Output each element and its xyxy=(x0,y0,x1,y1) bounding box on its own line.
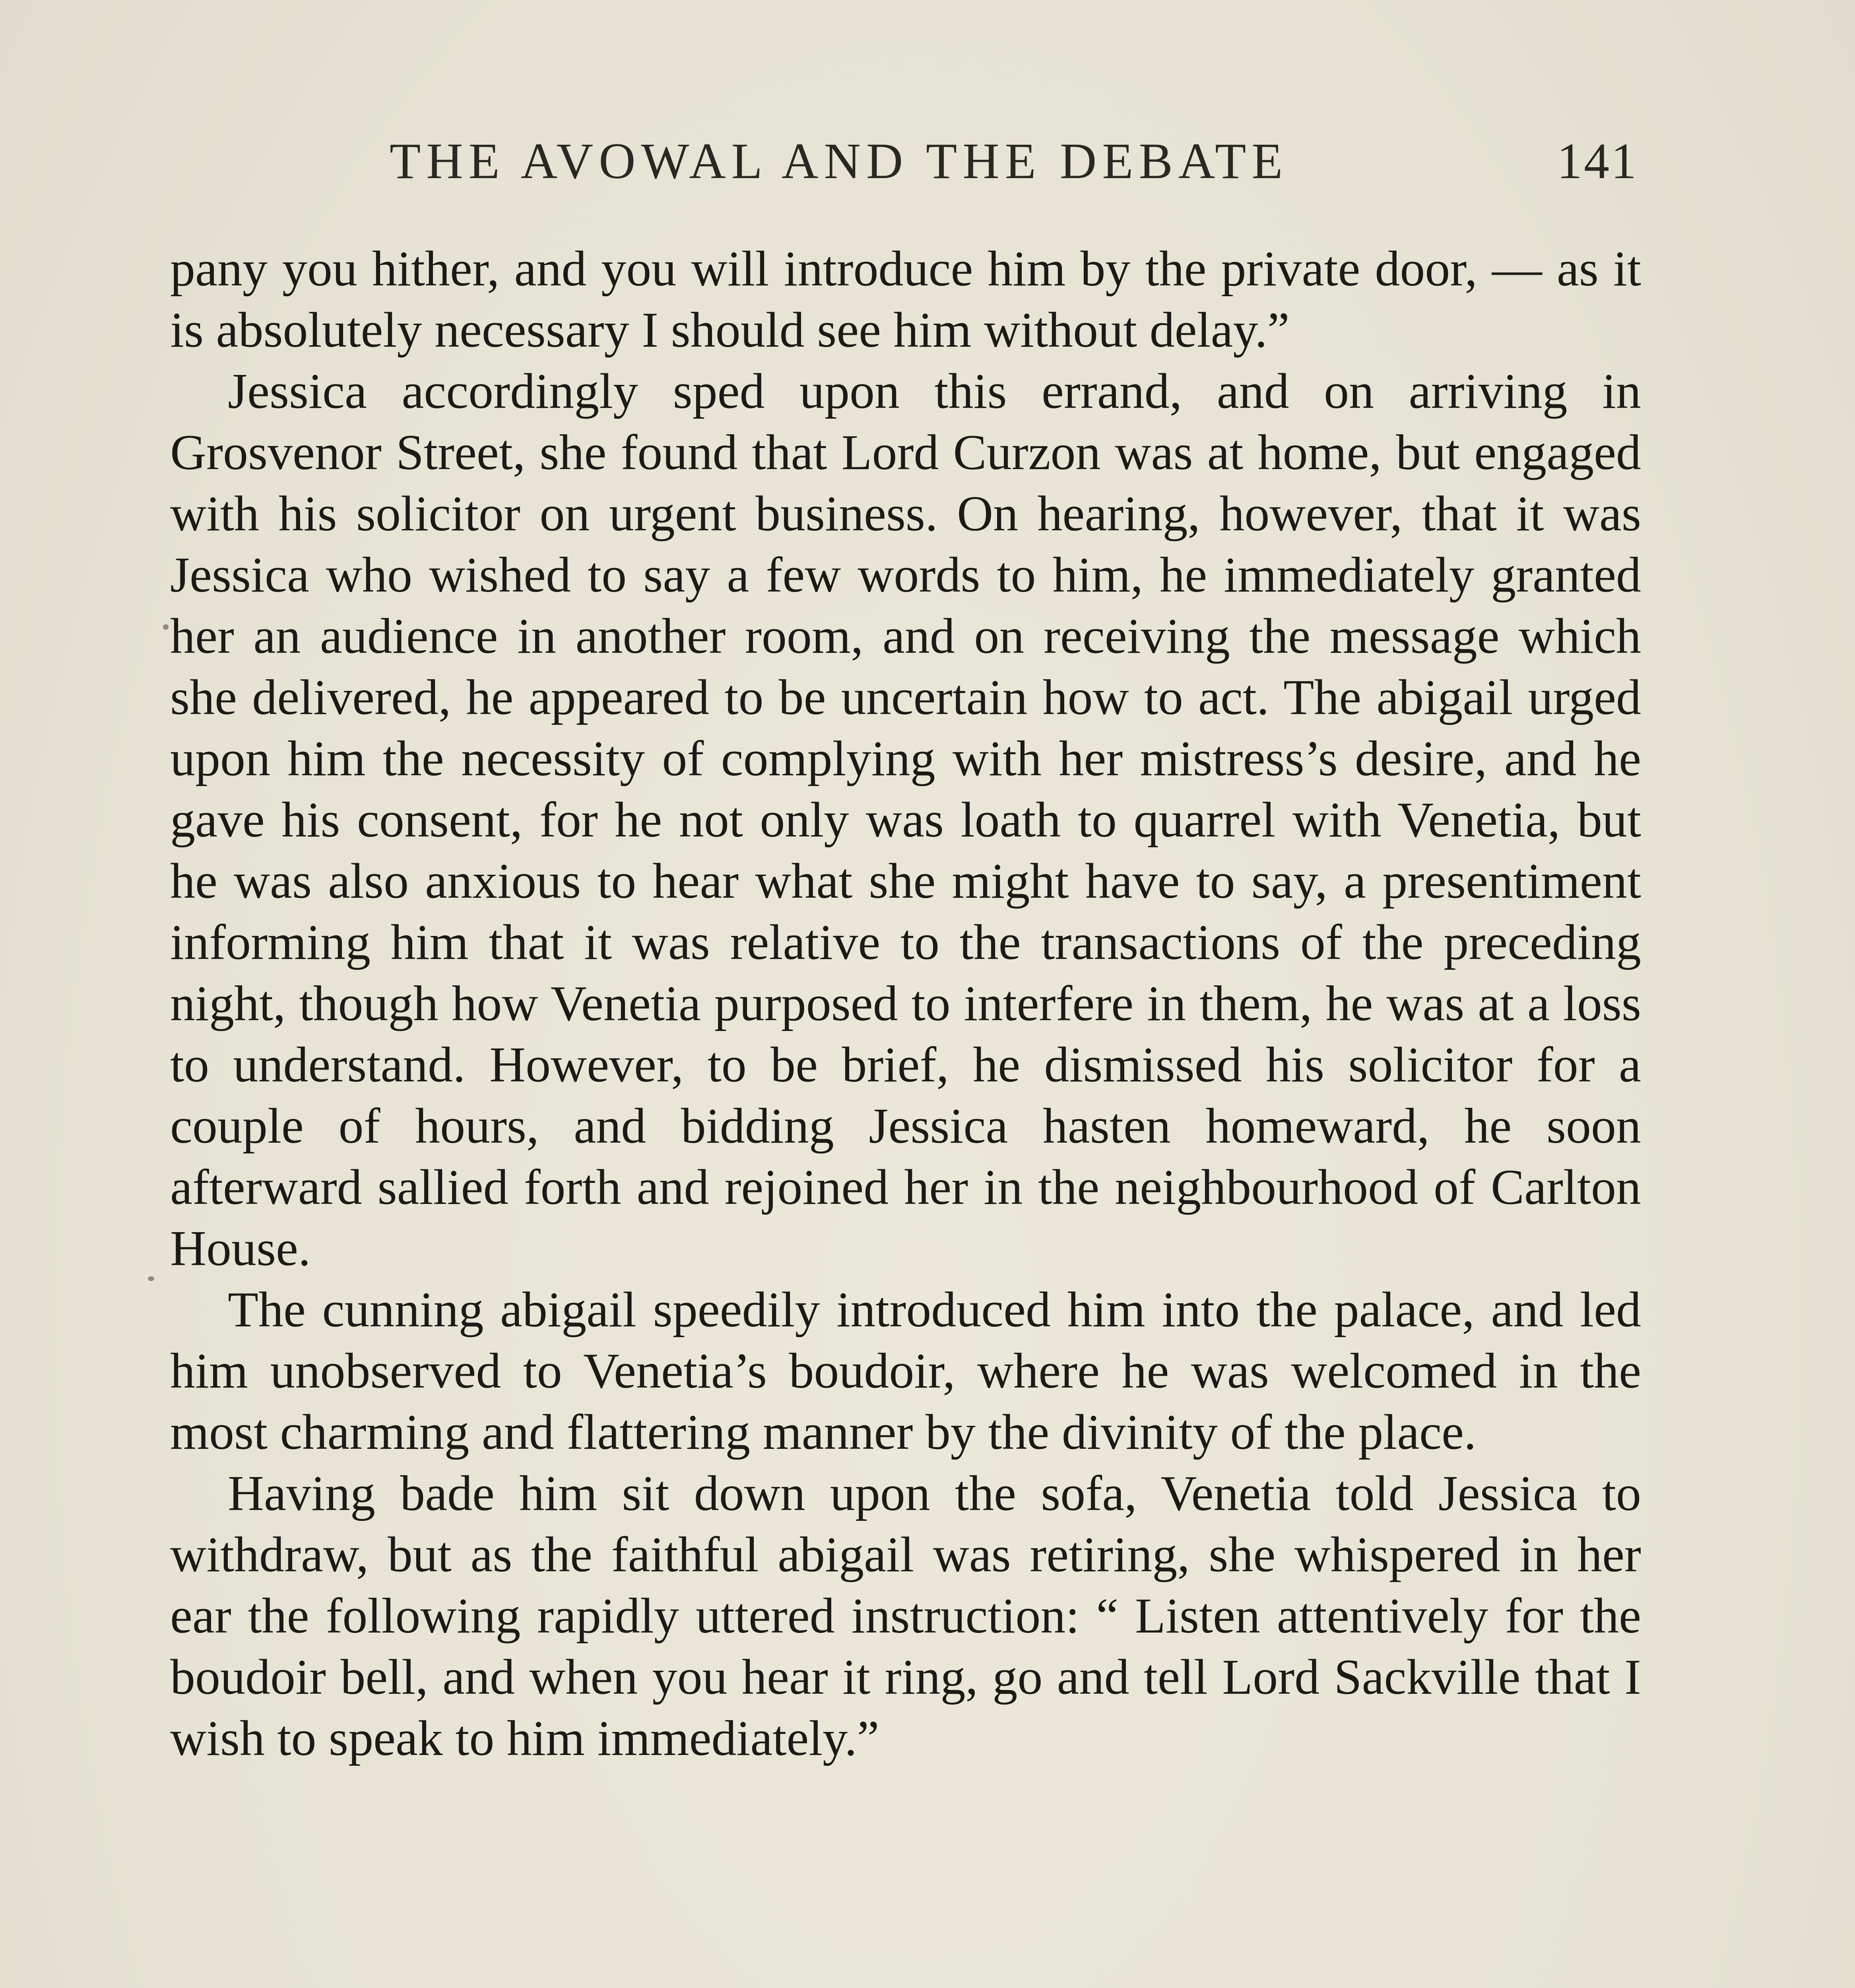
paragraph: The cunning abigail speedily introduced him into the palace, and led him unobserved to Venetia’s boudoir, where he was welcomed in the most charming and flattering manner by the divinity of the place. xyxy=(170,1282,1641,1460)
paragraph: Jessica accordingly sped upon this errand, and on arriving in Grosvenor Street, she found that Lord Curzon was at home, but engaged with his solicitor on urgent business. On hearing, however, that it was Jessica who wished to say a few words to him, he immediately granted her an audience in another room, and on receiving the message which she delivered, he appeared to be uncertain how to act. The abigail urged upon him the necessity of complying with her mistress’s desire, and he gave his consent, for he not only was loath to quarrel with Venetia, but he was also anxious to hear what she might have to say, a presentiment informing him that it was relative to the transactions of the preceding night, though how Venetia purposed to interfere in them, he was at a loss to understand. However, to be brief, he dismissed his solicitor for a couple of hours, and bidding Jessica hasten homeward, he soon afterward sallied forth and rejoined her in the neighbourhood of Carlton House. xyxy=(170,364,1641,1276)
page-number: 141 xyxy=(1557,133,1638,189)
paper-speck xyxy=(163,624,169,630)
paragraph: Having bade him sit down upon the sofa, Venetia told Jessica to withdraw, but as the faithful abigail was retiring, she whispered in her ear the following rapidly uttered instruction: “ Listen attentively for the boudoir bell, and when you hear it ring, go and tell Lord Sackville that I wish to speak to him immediately.” xyxy=(170,1466,1641,1766)
chapter-title: THE AVOWAL AND THE DEBATE xyxy=(390,133,1288,189)
running-head xyxy=(390,131,1638,191)
paper-speck xyxy=(148,1276,154,1281)
paragraph-continued: pany you hither, and you will introduce him by the private door, — as it is absolutely necessary I should see him without delay.” xyxy=(170,241,1641,358)
body-text xyxy=(170,239,1641,1769)
